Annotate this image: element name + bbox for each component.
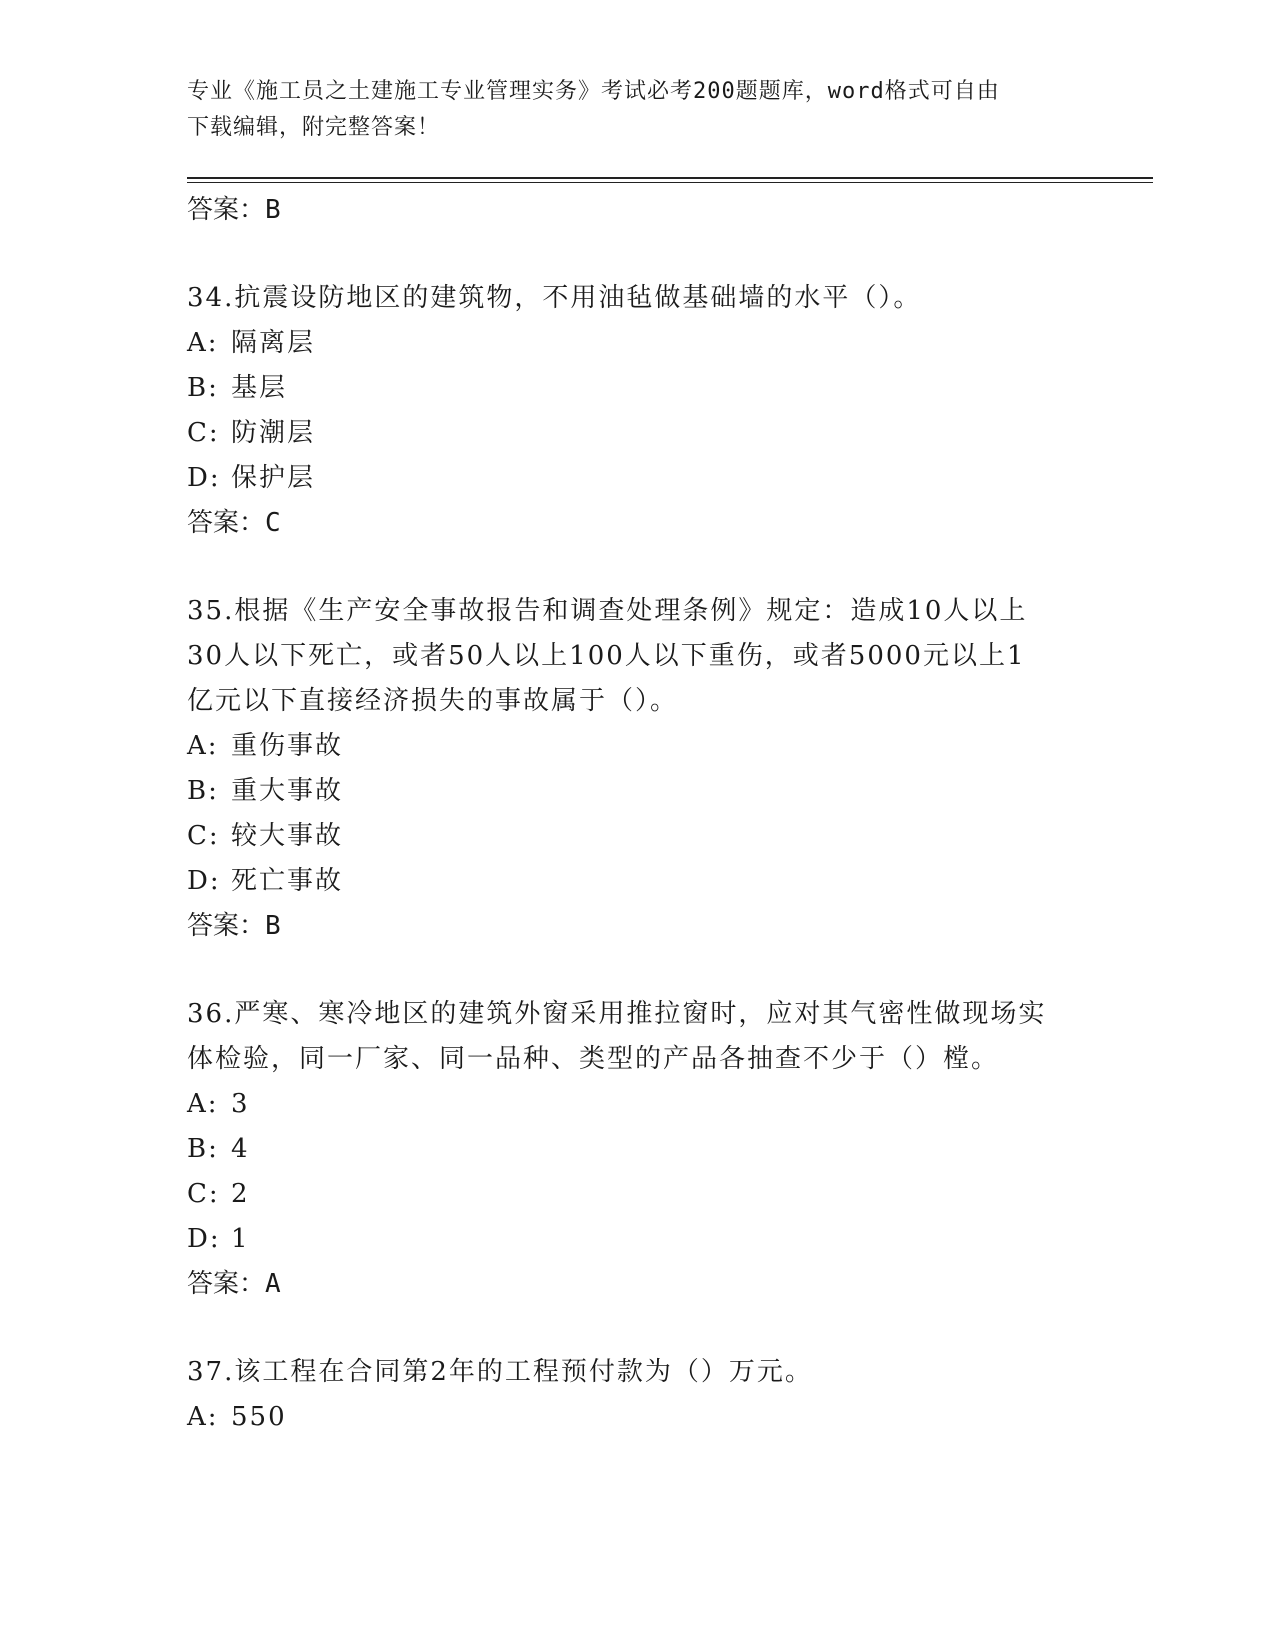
- option-text: 隔离层: [231, 328, 316, 358]
- option-key: C:: [187, 418, 220, 448]
- question-text-line: 30人以下死亡，或者50人以上100人以下重伤，或者5000元以上1: [187, 641, 1026, 671]
- header-line-2: 下载编辑，附完整答案！: [187, 115, 441, 140]
- option-item: [187, 769, 1107, 814]
- header-divider-thick: [187, 177, 1153, 179]
- option-text: 较大事故: [231, 821, 344, 851]
- option-key: C:: [187, 821, 220, 851]
- option-item: [187, 1217, 1107, 1262]
- option-list: [187, 1395, 1107, 1440]
- option-item: [187, 366, 1107, 411]
- question-block: [187, 1350, 1107, 1440]
- option-text: 2: [231, 1179, 250, 1209]
- question-text-line: 35.根据《生产安全事故报告和调查处理条例》规定：造成10人以上: [187, 596, 1028, 626]
- option-item: [187, 456, 1107, 501]
- option-key: D:: [187, 866, 221, 896]
- option-item: [187, 1127, 1107, 1172]
- option-text: 重伤事故: [231, 731, 344, 761]
- answer-line: 答案：B: [187, 911, 281, 941]
- option-key: D:: [187, 1224, 221, 1254]
- option-item: [187, 1172, 1107, 1217]
- option-text: 保护层: [231, 463, 316, 493]
- question-list: [187, 188, 1107, 1440]
- option-text: 4: [231, 1134, 250, 1164]
- option-key: D:: [187, 463, 221, 493]
- option-item: [187, 724, 1107, 769]
- option-item: [187, 814, 1107, 859]
- option-text: 防潮层: [231, 418, 316, 448]
- option-text: 550: [231, 1402, 287, 1432]
- option-key: A:: [187, 328, 219, 358]
- question-text-line: 37.该工程在合同第2年的工程预付款为（）万元。: [187, 1357, 813, 1387]
- option-item: [187, 1082, 1107, 1127]
- answer-previous-question: 答案：B: [187, 195, 281, 225]
- header-divider-thin: [187, 182, 1153, 183]
- option-text: 重大事故: [231, 776, 344, 806]
- answer-line: 答案：A: [187, 1269, 281, 1299]
- question-text-line: 36.严寒、寒冷地区的建筑外窗采用推拉窗时，应对其气密性做现场实: [187, 999, 1047, 1029]
- option-item: [187, 321, 1107, 366]
- question-text-line: 34.抗震设防地区的建筑物，不用油毡做基础墙的水平（）。: [187, 283, 922, 313]
- option-text: 死亡事故: [231, 866, 344, 896]
- option-key: A:: [187, 731, 219, 761]
- option-key: A:: [187, 1402, 219, 1432]
- option-key: C:: [187, 1179, 220, 1209]
- option-key: A:: [187, 1089, 219, 1119]
- question-text-line: 体检验，同一厂家、同一品种、类型的产品各抽查不少于（）樘。: [187, 1044, 1000, 1074]
- question-text-line: 亿元以下直接经济损失的事故属于（）。: [187, 686, 679, 716]
- document-header: [187, 74, 1087, 146]
- option-item: [187, 1395, 1107, 1440]
- option-list: [187, 321, 1107, 501]
- option-key: B:: [187, 1134, 219, 1164]
- option-key: B:: [187, 776, 219, 806]
- header-line-1: 专业《施工员之土建施工专业管理实务》考试必考200题题库，word格式可自由: [187, 79, 1000, 104]
- option-item: [187, 859, 1107, 904]
- option-list: [187, 724, 1107, 904]
- question-block: [187, 992, 1107, 1306]
- option-list: [187, 1082, 1107, 1262]
- option-text: 基层: [231, 373, 288, 403]
- answer-line: 答案：C: [187, 508, 281, 538]
- option-item: [187, 411, 1107, 456]
- questions-container: [187, 276, 1107, 1440]
- question-block: [187, 589, 1107, 948]
- option-text: 3: [231, 1089, 250, 1119]
- option-key: B:: [187, 373, 219, 403]
- question-block: [187, 276, 1107, 545]
- option-text: 1: [231, 1224, 250, 1254]
